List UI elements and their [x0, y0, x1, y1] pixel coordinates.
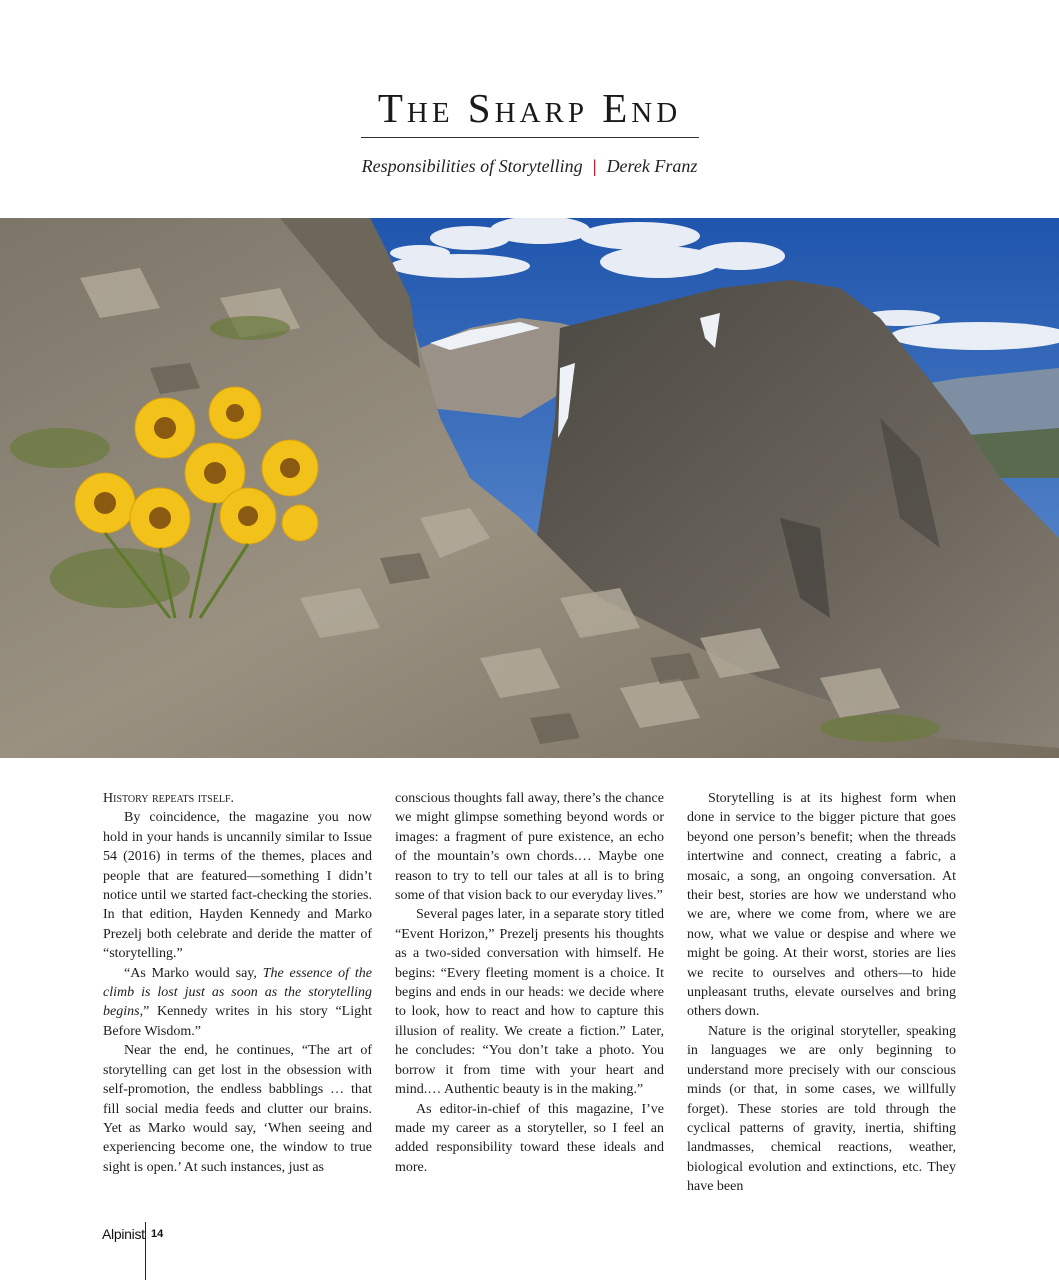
paragraph: Storytelling is at its highest form when done in service to the bigger picture that goes beyond one person’s benefit; when the threads intertwine and connect, creating a fabric, a mosaic, a song, an ongoing conversation. At their best, stories are how we understand who we are, where we come from, where we are now, what we value or despise and where we might be going. At their worst, stories are lies we recite to ourselves and others—to hide unpleasant truths, elevate ourselves and bring others down.: [687, 791, 956, 1020]
quote-italic: The essence of the climb is lost just as soon as the storytelling begins: [103, 965, 372, 1020]
byline: [0, 156, 1059, 177]
paragraph: [103, 964, 372, 1042]
paragraph-text: ,” Kennedy writes in his story “Light Before Wisdom.”: [103, 1004, 372, 1039]
title-divider: [361, 137, 699, 138]
article-title: Responsibilities of Storytelling: [361, 156, 583, 176]
article-column-3: [687, 789, 956, 1197]
paragraph-text: “As Marko would say,: [124, 965, 263, 981]
hero-photo: [0, 218, 1059, 758]
paragraph: conscious thoughts fall away, there’s the chance we might glimpse something beyond words or images: a fragment of pure existence, an echo of the mountain’s own chords.… Maybe one reason to try to tell our tales at all is to bring some of that vision back to our everyday lives.”: [395, 791, 664, 904]
article-column-1: [103, 789, 372, 1177]
page-title: The Sharp End: [377, 85, 682, 131]
paragraph: Several pages later, in a separate story titled “Event Horizon,” Prezelj presents his thoughts as a two-sided conversation with himself. He begins: “Every fleeting moment is a choice. It begins and ends in our heads: we decide where to look, how to react and how to capture this illusion of reality. We create a fiction.” Later, he concludes: “You don’t take a photo. You borrow it from time with your heart and mind.… Authentic beauty is in the making.”: [395, 907, 664, 1098]
paragraph: Nature is the original storyteller, speaking in languages we are only beginning to understand more precisely with our conscious minds (or that, in some cases, we willfully forget). These stories are told through the cyclical patterns of gravity, inertia, shifting landmasses, chemical reactions, weather, biological evolution and extinctions, etc. They have been: [687, 1023, 956, 1195]
paragraph: As editor-in-chief of this magazine, I’ve made my career as a storyteller, so I feel an added responsibility toward these ideals and more.: [395, 1101, 664, 1175]
paragraph: By coincidence, the magazine you now hold in your hands is uncannily similar to Issue 54 (2016) in terms of the themes, places and people that are featured—something I didn’t notice until we started fact-checking the stories. In that edition, Hayden Kennedy and Marko Prezelj both celebrate and deride the matter of “storytelling.”: [103, 810, 372, 962]
footer-divider: [145, 1222, 146, 1280]
article-lead: History repeats itself.: [103, 791, 235, 806]
byline-separator: |: [592, 156, 597, 176]
article-column-2: [395, 789, 664, 1177]
paragraph: Near the end, he continues, “The art of storytelling can get lost in the obsession with self-promotion, the endless babblings … that fill social media feeds and clutter our brains. Yet as Marko would say, ‘When seeing and experiencing become one, the window to true sight is open.’ At such instances, just as: [103, 1043, 372, 1175]
magazine-logo: Alpinist: [102, 1226, 145, 1242]
mountain-landscape-image: [0, 218, 1059, 758]
page-number: 14: [151, 1228, 164, 1240]
author-name: Derek Franz: [606, 156, 698, 176]
